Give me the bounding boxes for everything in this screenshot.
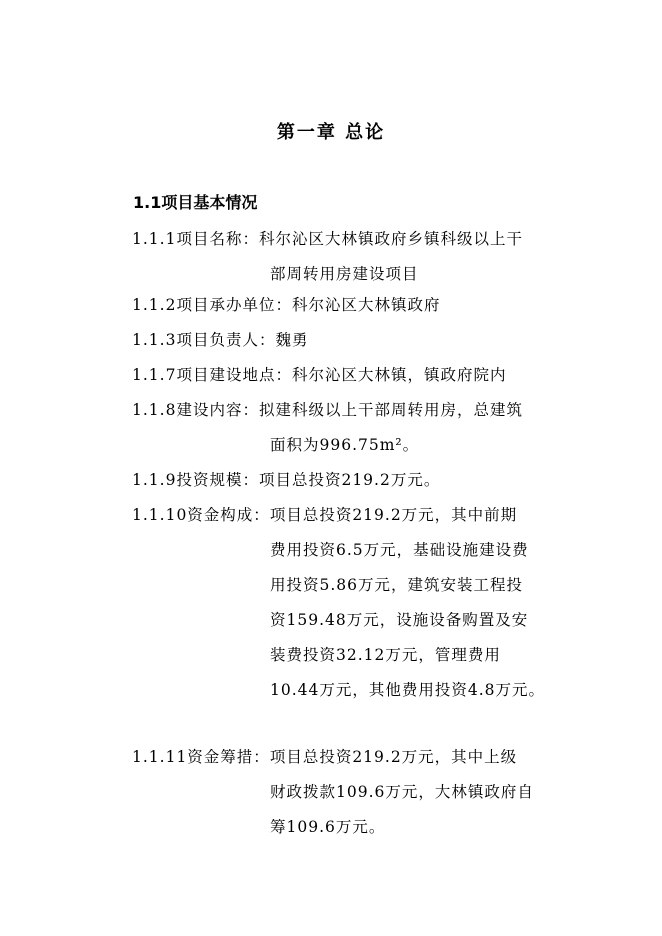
item-value-line: 项目总投资219.2万元。 [258, 471, 441, 489]
item-value-line: 项目总投资219.2万元，其中上级 [269, 748, 518, 766]
item-value-line: 10.44万元，其他费用投资4.8万元。 [270, 681, 546, 699]
item-project-name [132, 222, 572, 292]
item-value-line: 科尔沁区大林镇，镇政府院内 [291, 366, 507, 384]
item-label: 1.1.10资金构成： [132, 506, 270, 524]
item-project-lead [132, 323, 572, 358]
item-investment-scale [132, 463, 572, 498]
item-value-line: 拟建科级以上干部周转用房，总建筑 [258, 401, 523, 419]
item-value-line: 面积为996.75m²。 [270, 436, 420, 454]
item-value-line: 资159.48万元，设施设备购置及安 [270, 611, 529, 629]
item-value-line: 部周转用房建设项目 [270, 265, 419, 283]
item-value-line: 财政拨款109.6万元，大林镇政府自 [270, 783, 534, 801]
item-value-line: 装费投资32.12万元，管理费用 [270, 646, 501, 664]
item-label: 1.1.8建设内容： [132, 401, 259, 419]
item-funding-source [132, 740, 572, 845]
item-location [132, 358, 572, 393]
item-value-line: 费用投资6.5万元，基础设施建设费 [270, 541, 529, 559]
chapter-title: 第一章 总论 [276, 122, 386, 143]
item-construction-content [132, 393, 572, 463]
item-value-line: 科尔沁区大林镇政府乡镇科级以上干 [258, 230, 523, 248]
item-label: 1.1.7项目建设地点： [132, 366, 292, 384]
item-value-line: 用投资5.86万元，建筑安装工程投 [270, 576, 524, 594]
section-heading: 1.1项目基本情况 [133, 193, 258, 212]
item-label: 1.1.11资金筹措： [132, 748, 270, 766]
item-label: 1.1.1项目名称： [132, 230, 259, 248]
item-funding-composition [132, 498, 572, 708]
item-label: 1.1.9投资规模： [132, 471, 259, 489]
item-value-line: 筹109.6万元。 [270, 818, 386, 836]
item-value-line: 项目总投资219.2万元，其中前期 [269, 506, 518, 524]
item-value-line: 魏勇 [275, 331, 309, 349]
item-label: 1.1.2项目承办单位： [132, 296, 292, 314]
item-organizer [132, 288, 572, 323]
item-label: 1.1.3项目负责人： [132, 331, 276, 349]
item-value-line: 科尔沁区大林镇政府 [291, 296, 441, 314]
